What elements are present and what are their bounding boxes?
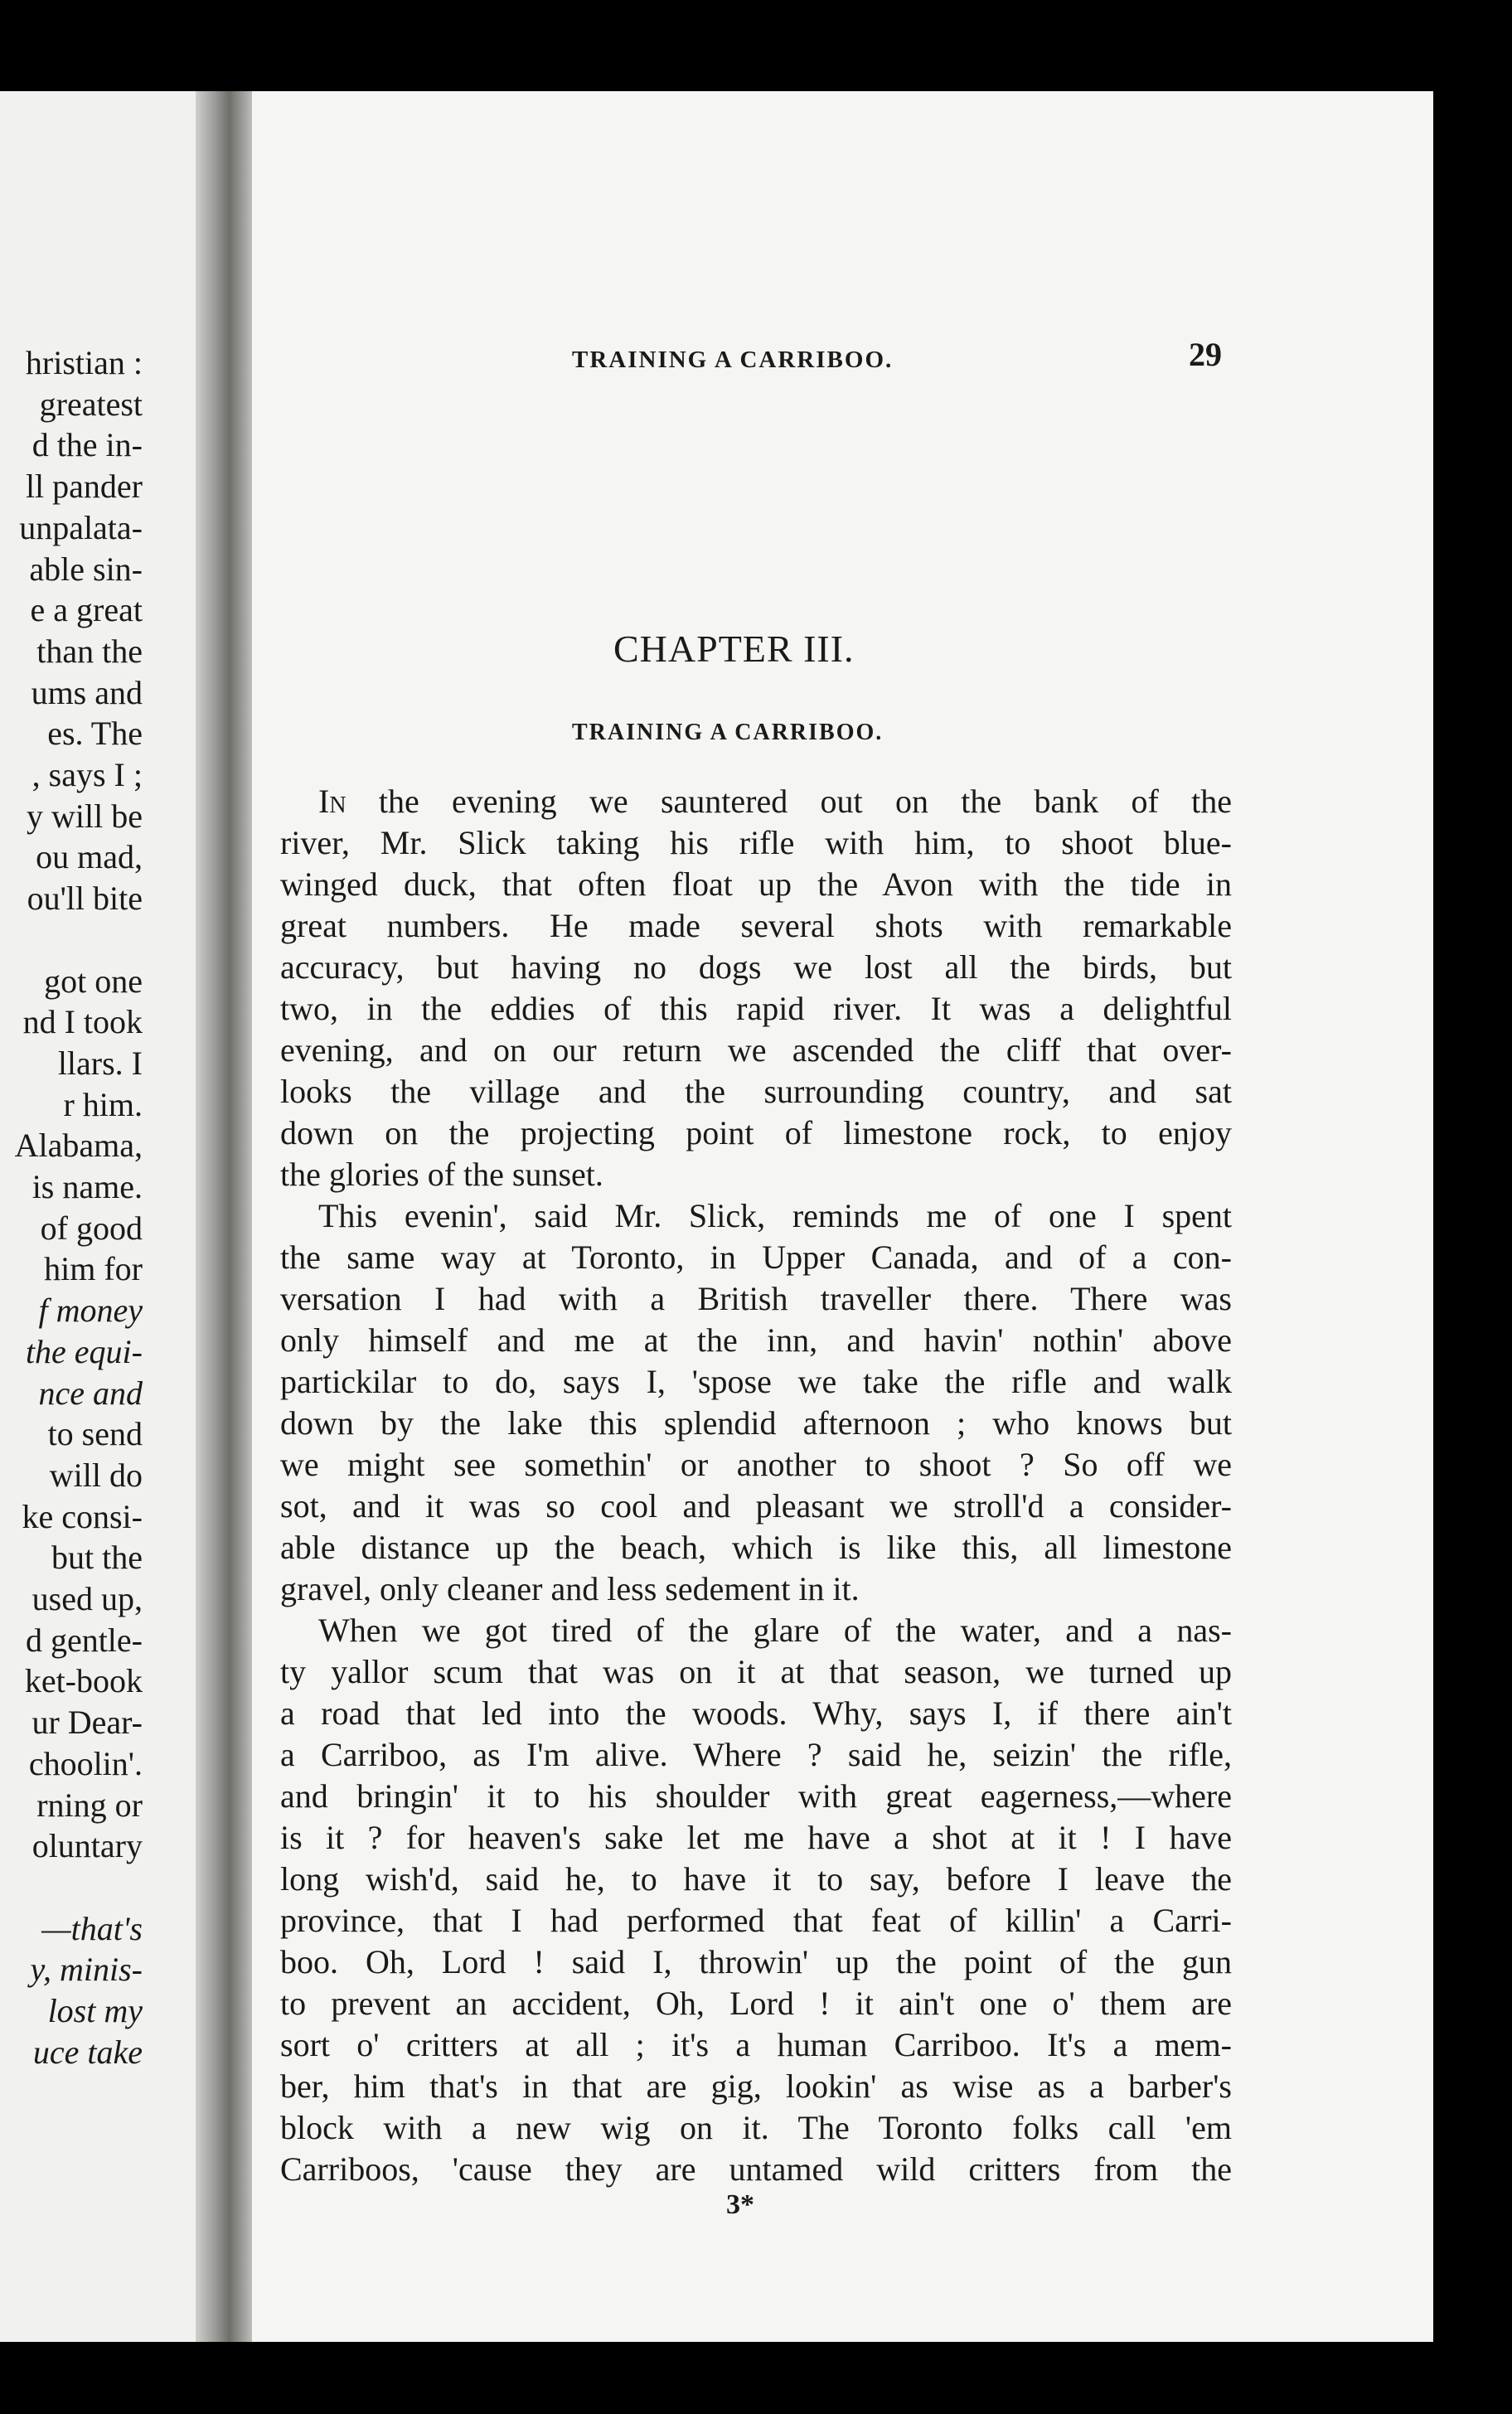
facing-page-fragment bbox=[0, 91, 196, 2342]
body-text bbox=[280, 781, 1232, 2190]
facing-page-line: ket-book bbox=[24, 1662, 143, 1700]
facing-page-line: choolin'. bbox=[28, 1744, 143, 1782]
body-line: sort o' critters at all ; it's a human Carriboo. It's a mem- bbox=[280, 2026, 1232, 2063]
page-number: 29 bbox=[1189, 336, 1222, 373]
facing-page-line: e a great bbox=[30, 591, 143, 629]
facing-page-line: greatest bbox=[39, 385, 143, 423]
body-line: Carriboos, 'cause they are untamed wild critters from the bbox=[280, 2150, 1232, 2188]
facing-page-line: y, minis- bbox=[30, 1951, 143, 1989]
body-line: When we got tired of the glare of the water, and a nas- bbox=[318, 1612, 1232, 1649]
body-line: down on the projecting point of limestone rock, to enjoy bbox=[280, 1114, 1232, 1151]
facing-page-line: got one bbox=[44, 962, 143, 1000]
chapter-title: CHAPTER III. bbox=[613, 628, 855, 670]
body-line: down by the lake this splendid afternoon ; who knows but bbox=[280, 1404, 1232, 1442]
body-line: the same way at Toronto, in Upper Canada, and of a con- bbox=[280, 1239, 1232, 1276]
body-line: we might see somethin' or another to shoot ? So off we bbox=[280, 1446, 1232, 1483]
facing-page-line: unpalata- bbox=[19, 508, 143, 546]
facing-page-line: him for bbox=[44, 1250, 143, 1288]
facing-page-line: nd I took bbox=[22, 1003, 143, 1041]
facing-page-line: of good bbox=[40, 1209, 143, 1247]
facing-page-line: ou'll bite bbox=[27, 880, 143, 918]
body-line: two, in the eddies of this rapid river. It was a delightful bbox=[280, 990, 1232, 1027]
body-line: and bringin' it to his shoulder with great eagerness,—where bbox=[280, 1777, 1232, 1815]
facing-page-line: to send bbox=[47, 1415, 143, 1453]
body-line: able distance up the beach, which is like this, all limestone bbox=[280, 1529, 1232, 1566]
facing-page-line: r him. bbox=[63, 1085, 143, 1123]
body-line: gravel, only cleaner and less sedement in it. bbox=[280, 1570, 860, 1607]
body-line: great numbers. He made several shots with remarkable bbox=[280, 907, 1232, 944]
facing-page-line: ll pander bbox=[25, 468, 143, 506]
facing-page-line: llars. I bbox=[57, 1044, 143, 1082]
body-line: a road that led into the woods. Why, says I, if there ain't bbox=[280, 1694, 1232, 1732]
facing-page-line: f money bbox=[38, 1292, 143, 1330]
facing-page-line: d gentle- bbox=[25, 1621, 143, 1659]
body-line-text: the evening we sauntered out on the bank of the bbox=[378, 783, 1233, 820]
facing-page-line: nce and bbox=[38, 1374, 143, 1412]
facing-page-line: ums and bbox=[31, 673, 143, 711]
facing-page-line: ou mad, bbox=[36, 838, 143, 876]
body-line: to prevent an accident, Oh, Lord ! it ain't one o' them are bbox=[280, 1985, 1232, 2022]
body-line: province, that I had performed that feat of killin' a Carri- bbox=[280, 1902, 1232, 1939]
body-line: block with a new wig on it. The Toronto folks call 'em bbox=[280, 2109, 1232, 2146]
body-line: a Carriboo, as I'm alive. Where ? said he, seizin' the rifle, bbox=[280, 1736, 1232, 1773]
opening-word: In bbox=[318, 783, 346, 820]
body-line: river, Mr. Slick taking his rifle with him, to shoot blue- bbox=[280, 824, 1232, 861]
body-line: sot, and it was so cool and pleasant we stroll'd a consider- bbox=[280, 1487, 1232, 1525]
facing-page-line: —that's bbox=[41, 1909, 143, 1947]
facing-page-line: is name. bbox=[32, 1168, 143, 1205]
running-head: TRAINING A CARRIBOO. bbox=[572, 347, 894, 373]
body-line: This evenin', said Mr. Slick, reminds me of one I spent bbox=[318, 1197, 1232, 1234]
body-line: partickilar to do, says I, 'spose we take the rifle and walk bbox=[280, 1363, 1232, 1400]
chapter-subtitle: TRAINING A CARRIBOO. bbox=[572, 720, 884, 745]
body-line: only himself and me at the inn, and havin' nothin' above bbox=[280, 1321, 1232, 1359]
facing-page-line: oluntary bbox=[32, 1827, 143, 1865]
facing-page-line: lost my bbox=[47, 1992, 143, 2029]
facing-page-line: y will be bbox=[27, 797, 143, 835]
body-line: winged duck, that often float up the Avon with the tide in bbox=[280, 865, 1232, 903]
book-gutter bbox=[196, 91, 252, 2342]
body-line: is it ? for heaven's sake let me have a shot at it ! I have bbox=[280, 1819, 1232, 1856]
body-line: versation I had with a British traveller there. There was bbox=[280, 1280, 1232, 1317]
body-line: looks the village and the surrounding country, and sat bbox=[280, 1073, 1232, 1110]
facing-page-line: ur Dear- bbox=[32, 1704, 143, 1742]
facing-page-line: used up, bbox=[32, 1580, 143, 1617]
facing-page-line: the equi- bbox=[25, 1332, 143, 1370]
facing-page-line: rning or bbox=[36, 1786, 143, 1824]
facing-page-line: than the bbox=[36, 632, 143, 670]
body-line: long wish'd, said he, to have it to say, before I leave the bbox=[280, 1860, 1232, 1898]
body-line: ber, him that's in that are gig, lookin' as wise as a barber's bbox=[280, 2067, 1232, 2105]
facing-page-line: uce take bbox=[32, 2033, 143, 2071]
signature-mark: 3* bbox=[726, 2189, 754, 2220]
facing-page-line: able sin- bbox=[29, 550, 143, 588]
facing-page-line: ke consi- bbox=[22, 1497, 143, 1535]
facing-page-line: d the in- bbox=[32, 426, 143, 464]
body-line: accuracy, but having no dogs we lost all the birds, but bbox=[280, 948, 1232, 986]
facing-page-line: es. The bbox=[47, 715, 143, 753]
facing-page-line: , says I ; bbox=[32, 756, 143, 793]
body-line: boo. Oh, Lord ! said I, throwin' up the point of the gun bbox=[280, 1943, 1232, 1980]
body-line: the glories of the sunset. bbox=[280, 1156, 603, 1193]
body-line: ty yallor scum that was on it at that season, we turned up bbox=[280, 1653, 1232, 1690]
facing-page-line: but the bbox=[51, 1539, 143, 1577]
facing-page-line: hristian : bbox=[25, 344, 143, 381]
body-line: evening, and on our return we ascended the cliff that over- bbox=[280, 1031, 1232, 1069]
facing-page-line: Alabama, bbox=[14, 1127, 143, 1165]
facing-page-line: will do bbox=[49, 1456, 143, 1494]
body-line bbox=[280, 781, 1232, 822]
